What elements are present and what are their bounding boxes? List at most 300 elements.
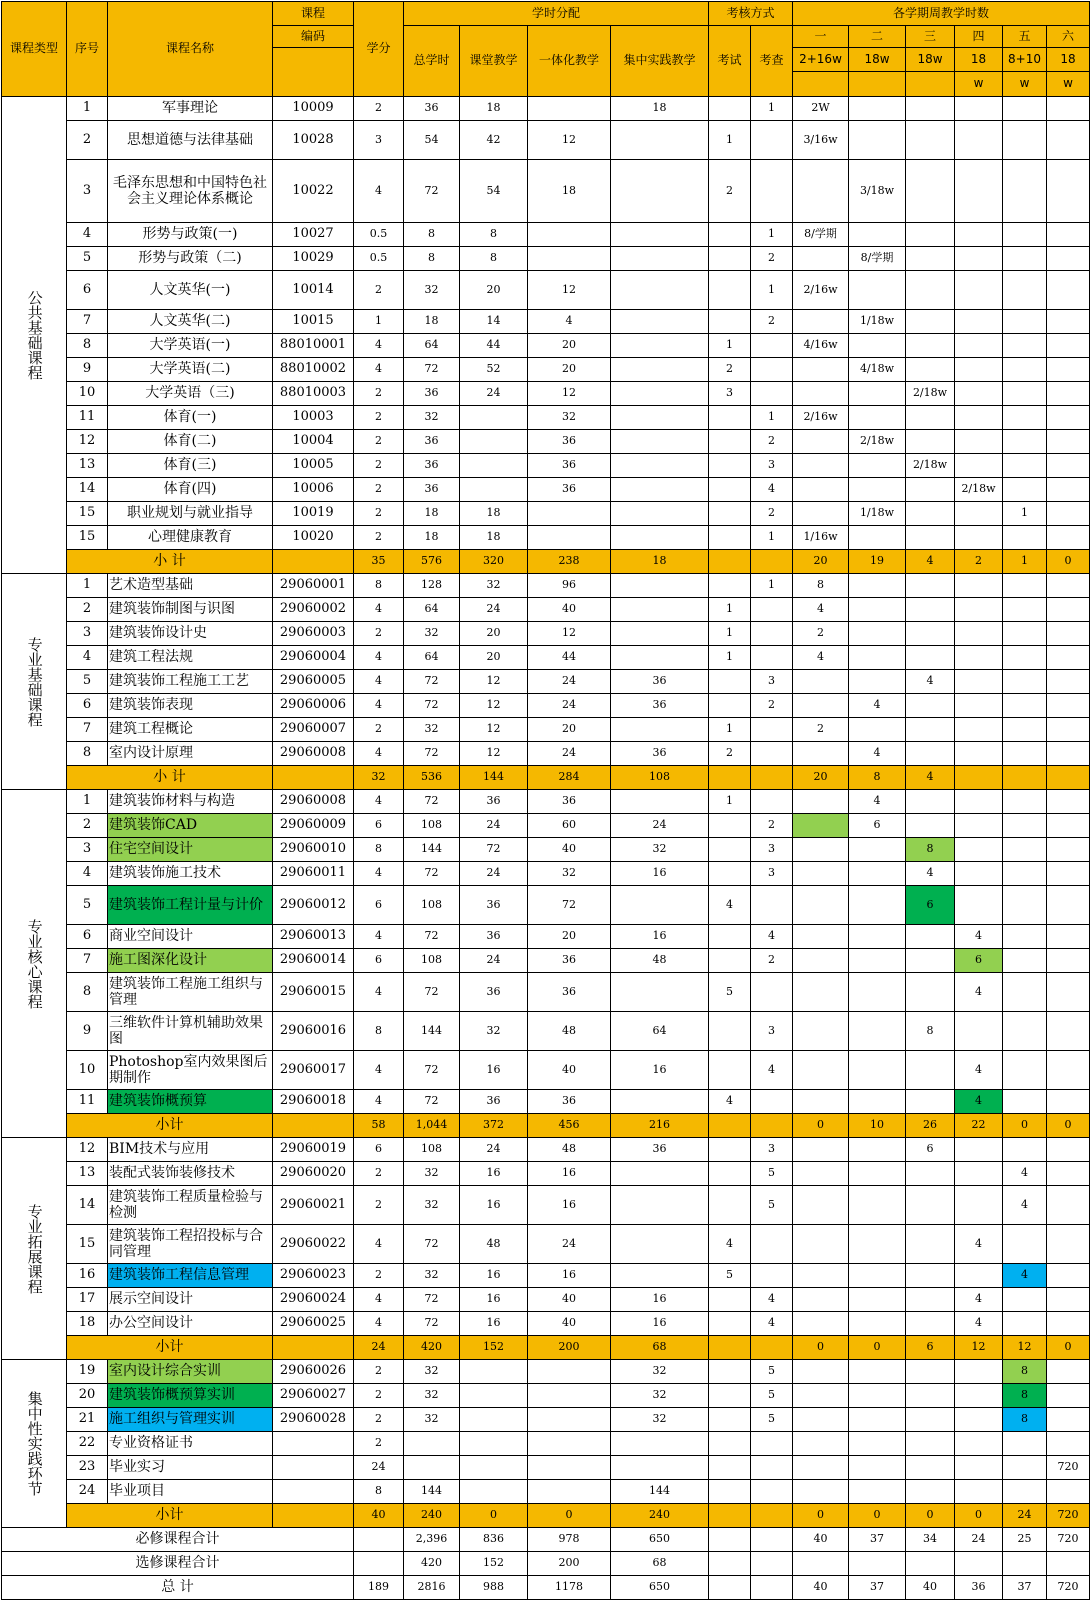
table-cell [906,814,955,838]
course-code: 10004 [273,430,354,454]
table-cell: 16 [611,1312,709,1336]
table-cell: 3 [751,1012,793,1051]
course-name: 形势与政策（二) [108,247,273,271]
table-cell [955,862,1003,886]
course-code: 29060019 [273,1138,354,1162]
table-cell: 72 [404,742,460,766]
total-label: 必修课程合计 [1,1528,354,1552]
table-cell [611,223,709,247]
table-cell: 32 [404,1186,460,1225]
table-cell: 48 [611,949,709,973]
subtotal-cell: 0 [1047,1336,1090,1360]
course-code: 29060022 [273,1225,354,1264]
table-cell [849,1288,906,1312]
table-cell: 72 [404,670,460,694]
course-code: 29060011 [273,862,354,886]
table-cell: 72 [404,1225,460,1264]
table-cell [955,886,1003,925]
total-cell: 720 [1047,1576,1090,1600]
table-cell: 2 [751,949,793,973]
table-cell [849,1456,906,1480]
table-cell: 4 [354,334,404,358]
table-cell: 16 [611,925,709,949]
row-seq: 10 [67,1051,108,1090]
header-term-w: w [955,72,1003,97]
table-cell [1047,1012,1090,1051]
course-code: 29060024 [273,1288,354,1312]
row-seq: 13 [67,454,108,478]
table-cell: 72 [404,925,460,949]
table-cell [793,973,849,1012]
table-cell: 4 [354,1288,404,1312]
subtotal-cell: 284 [528,766,611,790]
subtotal-cell: 32 [354,766,404,790]
table-cell [1047,1480,1090,1504]
row-seq: 12 [67,430,108,454]
table-cell [1003,334,1047,358]
total-cell: 40 [906,1576,955,1600]
table-cell: 4 [354,742,404,766]
table-cell [793,1225,849,1264]
table-cell [955,1162,1003,1186]
table-cell: 4 [354,1225,404,1264]
course-name: 毕业实习 [108,1456,273,1480]
subtotal-cell [709,1114,751,1138]
table-cell [709,1360,751,1384]
table-cell: 3/16w [793,121,849,160]
subtotal-cell: 68 [611,1336,709,1360]
header-term-weeks: 18 [1047,48,1090,72]
course-code: 10009 [273,97,354,121]
subtotal-cell: 152 [460,1336,528,1360]
table-cell: 32 [528,862,611,886]
table-cell: 40 [528,838,611,862]
table-cell: 4 [849,742,906,766]
table-cell [611,886,709,925]
table-cell [906,574,955,598]
table-cell [793,694,849,718]
table-cell [955,1138,1003,1162]
table-cell [1003,310,1047,334]
course-name: 大学英语（三) [108,382,273,406]
subtotal-label: 小 计 [67,550,273,574]
table-cell [849,1408,906,1432]
table-cell: 2 [751,430,793,454]
table-cell [1047,742,1090,766]
table-cell: 12 [528,382,611,406]
table-cell: 18 [460,502,528,526]
table-cell: 1 [709,121,751,160]
course-name: 毛泽东思想和中国特色社会主义理论体系概论 [108,160,273,223]
course-name: 建筑装饰概预算 [108,1090,273,1114]
table-cell [906,1456,955,1480]
header-code: 课程 [273,1,354,26]
table-cell: 4 [354,862,404,886]
row-seq: 8 [67,334,108,358]
table-cell: 24 [460,1138,528,1162]
table-cell [611,790,709,814]
table-cell: 36 [528,790,611,814]
row-seq: 5 [67,247,108,271]
table-cell [528,97,611,121]
course-code [273,1432,354,1456]
table-cell [849,1225,906,1264]
header-integrated: 一体化教学 [528,26,611,97]
table-cell [611,430,709,454]
subtotal-cell: 0 [955,1504,1003,1528]
table-cell [906,1051,955,1090]
table-cell: 40 [528,1051,611,1090]
subtotal-cell: 58 [354,1114,404,1138]
table-cell: 20 [528,925,611,949]
table-cell [709,574,751,598]
row-seq: 9 [67,1012,108,1051]
table-cell [1003,1480,1047,1504]
table-cell: 3/18w [849,160,906,223]
table-cell [1047,862,1090,886]
row-seq: 19 [67,1360,108,1384]
header-term: 三 [906,26,955,48]
table-cell: 32 [404,1162,460,1186]
table-cell [1047,406,1090,430]
table-cell [1047,1408,1090,1432]
table-cell [709,97,751,121]
header-term-w [849,72,906,97]
row-seq: 12 [67,1138,108,1162]
header-assess-group: 考核方式 [709,1,793,26]
table-cell: 64 [404,598,460,622]
row-seq: 2 [67,121,108,160]
table-cell [1047,1288,1090,1312]
table-cell [1003,454,1047,478]
table-cell [955,622,1003,646]
table-cell [793,1162,849,1186]
course-name: 建筑装饰制图与识图 [108,598,273,622]
table-cell: 12 [528,622,611,646]
course-name: 施工图深化设计 [108,949,273,973]
table-cell [611,1186,709,1225]
table-cell: 36 [528,430,611,454]
table-cell [793,1138,849,1162]
row-seq: 15 [67,526,108,550]
table-cell: 1 [709,622,751,646]
section-category: 专业核心课程 [1,790,67,1138]
table-cell [849,121,906,160]
table-cell [1047,1432,1090,1456]
table-cell: 6 [354,949,404,973]
subtotal-cell: 320 [460,550,528,574]
header-term: 四 [955,26,1003,48]
header-check: 考查 [751,26,793,97]
table-cell: 16 [528,1186,611,1225]
table-cell [709,271,751,310]
subtotal-cell: 420 [404,1336,460,1360]
table-cell [709,478,751,502]
table-cell: 36 [528,454,611,478]
table-cell [611,502,709,526]
table-cell [1047,310,1090,334]
subtotal-cell: 240 [404,1504,460,1528]
table-cell: 4 [354,1051,404,1090]
table-cell: 8 [793,574,849,598]
table-cell: 3 [751,670,793,694]
total-cell [709,1576,751,1600]
table-cell [793,1090,849,1114]
table-cell: 16 [460,1162,528,1186]
table-cell: 44 [528,646,611,670]
table-cell [1047,271,1090,310]
table-cell [709,1432,751,1456]
header-term: 六 [1047,26,1090,48]
table-cell: 72 [404,358,460,382]
table-cell [751,1456,793,1480]
course-code [273,1480,354,1504]
table-cell [793,247,849,271]
table-cell [955,430,1003,454]
table-cell [906,334,955,358]
row-seq: 2 [67,598,108,622]
table-cell [849,838,906,862]
table-cell: 32 [404,1264,460,1288]
table-cell [906,1480,955,1504]
course-code [273,1456,354,1480]
table-cell: 4 [955,1051,1003,1090]
table-cell [849,223,906,247]
row-seq: 13 [67,1162,108,1186]
table-cell [611,1225,709,1264]
table-cell: 1 [751,223,793,247]
table-cell: 4 [354,358,404,382]
course-code: 29060009 [273,814,354,838]
table-cell [849,646,906,670]
row-seq: 6 [67,694,108,718]
course-name: 建筑装饰概预算实训 [108,1384,273,1408]
course-name: 建筑装饰设计史 [108,622,273,646]
course-name: BIM技术与应用 [108,1138,273,1162]
table-cell: 12 [460,694,528,718]
table-cell: 40 [528,598,611,622]
course-name: 三维软件计算机辅助效果图 [108,1012,273,1051]
table-cell [1047,1051,1090,1090]
total-cell [1003,1552,1047,1576]
subtotal-cell: 40 [354,1504,404,1528]
table-cell [709,454,751,478]
table-cell [793,1432,849,1456]
table-cell [955,1456,1003,1480]
table-cell [906,271,955,310]
row-seq: 14 [67,478,108,502]
table-cell: 20 [528,358,611,382]
table-cell [849,622,906,646]
course-name: 室内设计原理 [108,742,273,766]
course-name: 建筑装饰工程施工组织与管理 [108,973,273,1012]
subtotal-cell: 18 [611,550,709,574]
course-code: 29060002 [273,598,354,622]
table-cell [793,1186,849,1225]
table-cell [955,790,1003,814]
table-cell [751,718,793,742]
subtotal-cell [1003,766,1047,790]
table-cell: 4 [354,646,404,670]
table-cell [1003,1012,1047,1051]
table-cell [528,502,611,526]
table-cell [611,1432,709,1456]
table-cell [1047,814,1090,838]
table-cell: 24 [611,814,709,838]
table-cell: 4 [354,1090,404,1114]
table-cell [751,1090,793,1114]
table-cell [955,574,1003,598]
table-cell: 2 [354,1162,404,1186]
subtotal-cell: 24 [1003,1504,1047,1528]
header-seq: 序号 [67,1,108,97]
table-cell [849,334,906,358]
subtotal-cell: 0 [793,1336,849,1360]
table-cell: 18 [404,526,460,550]
course-name: 建筑装饰CAD [108,814,273,838]
table-cell [1047,622,1090,646]
table-cell [793,925,849,949]
table-cell [709,1408,751,1432]
table-cell [1047,334,1090,358]
table-cell [460,1456,528,1480]
course-code: 10015 [273,310,354,334]
table-cell [906,1288,955,1312]
table-cell [955,526,1003,550]
table-cell: 18 [460,97,528,121]
table-cell: 4 [354,973,404,1012]
course-name: 建筑装饰工程招投标与合同管理 [108,1225,273,1264]
table-cell: 2 [354,1408,404,1432]
table-cell [1003,358,1047,382]
table-cell [849,886,906,925]
table-cell: 16 [528,1162,611,1186]
table-cell [709,1456,751,1480]
table-cell [611,718,709,742]
table-cell [906,1162,955,1186]
table-cell: 72 [404,1090,460,1114]
table-cell [1047,1186,1090,1225]
table-cell: 16 [611,1051,709,1090]
table-cell: 108 [404,814,460,838]
table-cell [1047,973,1090,1012]
table-cell [1003,478,1047,502]
table-cell: 64 [404,334,460,358]
table-cell [955,1408,1003,1432]
header-term-w: w [1047,72,1090,97]
table-cell: 4 [709,1225,751,1264]
course-code: 29060027 [273,1384,354,1408]
table-cell [528,1360,611,1384]
subtotal-cell: 22 [955,1114,1003,1138]
table-cell [1047,718,1090,742]
header-term-weeks: 2+16w [793,48,849,72]
course-code: 29060008 [273,790,354,814]
table-cell: 18 [611,97,709,121]
table-cell [404,1456,460,1480]
row-seq: 23 [67,1456,108,1480]
table-cell: 14 [460,310,528,334]
table-cell [1003,160,1047,223]
course-code: 29060026 [273,1360,354,1384]
row-seq: 4 [67,646,108,670]
table-cell [709,862,751,886]
total-cell [793,1552,849,1576]
table-cell [793,1288,849,1312]
table-cell [1047,502,1090,526]
subtotal-cell: 1 [1003,550,1047,574]
course-name: 人文英华(二) [108,310,273,334]
table-cell [1003,694,1047,718]
total-label: 选修课程合计 [1,1552,354,1576]
table-cell: 4 [354,160,404,223]
total-cell: 1178 [528,1576,611,1600]
table-cell: 18 [528,160,611,223]
table-cell: 1/18w [849,310,906,334]
course-code: 29060016 [273,1012,354,1051]
table-cell [793,862,849,886]
total-cell: 37 [1003,1576,1047,1600]
table-cell: 2/18w [906,382,955,406]
table-cell: 1 [751,406,793,430]
table-cell: 12 [460,742,528,766]
table-cell [955,271,1003,310]
table-cell: 3 [751,1138,793,1162]
subtotal-cell: 0 [849,1504,906,1528]
course-name: 专业资格证书 [108,1432,273,1456]
table-cell: 72 [404,973,460,1012]
table-cell [709,502,751,526]
table-cell: 4 [354,790,404,814]
table-cell: 4/16w [793,334,849,358]
table-cell [1047,478,1090,502]
table-cell [751,886,793,925]
header-category: 课程类型 [1,1,67,97]
table-cell [955,160,1003,223]
table-cell: 12 [528,121,611,160]
table-cell: 52 [460,358,528,382]
subtotal-cell [751,766,793,790]
table-cell: 2 [793,718,849,742]
subtotal-cell [751,1114,793,1138]
table-cell: 20 [528,718,611,742]
total-cell: 37 [849,1576,906,1600]
table-cell [460,1384,528,1408]
subtotal-cell [709,1336,751,1360]
table-cell [611,382,709,406]
course-code: 10028 [273,121,354,160]
table-cell [793,742,849,766]
row-seq: 10 [67,382,108,406]
table-cell [460,1480,528,1504]
table-cell [955,358,1003,382]
total-cell [751,1552,793,1576]
table-cell [1003,973,1047,1012]
table-cell [751,121,793,160]
table-cell [611,454,709,478]
table-cell: 6 [906,1138,955,1162]
table-cell: 24 [528,694,611,718]
table-cell: 24 [460,862,528,886]
course-name: 体育(一) [108,406,273,430]
table-cell [751,1225,793,1264]
row-seq: 6 [67,925,108,949]
course-code: 29060007 [273,718,354,742]
table-cell: 32 [611,1384,709,1408]
subtotal-cell: 35 [354,550,404,574]
table-cell: 72 [460,838,528,862]
table-cell: 4 [1003,1264,1047,1288]
